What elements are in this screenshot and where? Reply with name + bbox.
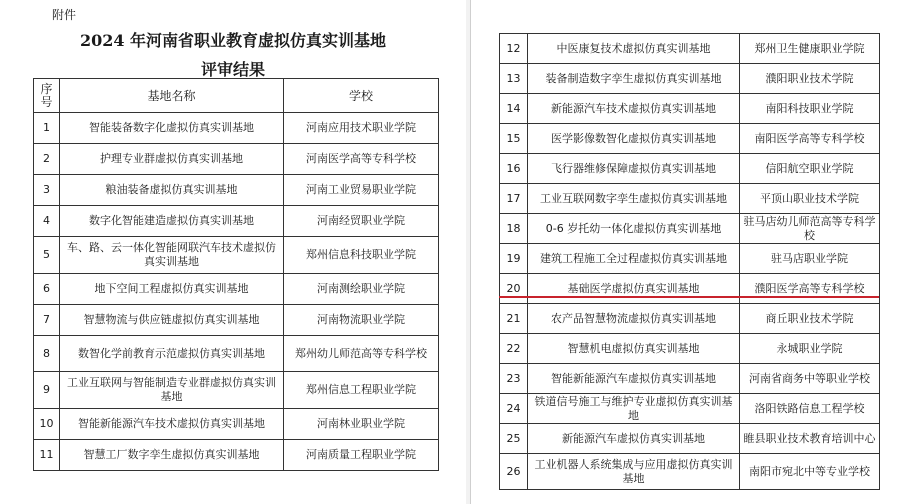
- results-table-left: [33, 78, 439, 471]
- cell-school: 南阳市宛北中等专业学校: [740, 454, 880, 490]
- table-header-row: [34, 79, 439, 113]
- cell-no: 14: [500, 94, 528, 124]
- cell-no: 21: [500, 304, 528, 334]
- cell-school: 河南质量工程职业学院: [284, 440, 439, 471]
- cell-name: 粮油装备虚拟仿真实训基地: [60, 175, 284, 206]
- cell-no: 19: [500, 244, 528, 274]
- table-row: [34, 274, 439, 305]
- cell-name: 智能新能源汽车虚拟仿真实训基地: [528, 364, 740, 394]
- cell-school: 河南省商务中等职业学校: [740, 364, 880, 394]
- cell-no: 5: [34, 237, 60, 274]
- cell-no: 10: [34, 409, 60, 440]
- cell-school: 郑州信息工程职业学院: [284, 372, 439, 409]
- cell-no: 9: [34, 372, 60, 409]
- table-row: [34, 175, 439, 206]
- cell-no: 4: [34, 206, 60, 237]
- cell-name: 护理专业群虚拟仿真实训基地: [60, 144, 284, 175]
- cell-school: 河南医学高等专科学校: [284, 144, 439, 175]
- cell-no: 23: [500, 364, 528, 394]
- cell-name: 工业互联网数字孪生虚拟仿真实训基地: [528, 184, 740, 214]
- cell-no: 13: [500, 64, 528, 94]
- results-table-right: [499, 33, 880, 490]
- cell-no: 7: [34, 305, 60, 336]
- highlight-underline: [499, 296, 879, 298]
- cell-name: 装备制造数字孪生虚拟仿真实训基地: [528, 64, 740, 94]
- cell-name: 铁道信号施工与维护专业虚拟仿真实训基地: [528, 394, 740, 424]
- table-row-highlighted: [500, 274, 880, 304]
- cell-no: 22: [500, 334, 528, 364]
- cell-school: 驻马店幼儿师范高等专科学校: [740, 214, 880, 244]
- cell-school: 南阳医学高等专科学校: [740, 124, 880, 154]
- table-row: [500, 64, 880, 94]
- table-row: [500, 184, 880, 214]
- table-row: [500, 214, 880, 244]
- table-row: [500, 154, 880, 184]
- document-title: 2024 年河南省职业教育虚拟仿真实训基地: [79, 31, 387, 50]
- cell-no: 11: [34, 440, 60, 471]
- cell-no: 17: [500, 184, 528, 214]
- cell-name: 智能装备数字化虚拟仿真实训基地: [60, 113, 284, 144]
- table-row: [34, 440, 439, 471]
- cell-no: 1: [34, 113, 60, 144]
- cell-no: 6: [34, 274, 60, 305]
- cell-school: 睢县职业技术教育培训中心: [740, 424, 880, 454]
- cell-school: 濮阳职业技术学院: [740, 64, 880, 94]
- cell-no: 25: [500, 424, 528, 454]
- cell-school: 河南林业职业学院: [284, 409, 439, 440]
- cell-name: 基础医学虚拟仿真实训基地: [528, 274, 740, 304]
- document-subtitle: 评审结果: [200, 60, 265, 79]
- header-no: 序号: [34, 79, 60, 113]
- table-row: [500, 304, 880, 334]
- table-row: [34, 305, 439, 336]
- cell-school: 驻马店职业学院: [740, 244, 880, 274]
- header-school: 学校: [284, 79, 439, 113]
- cell-name: 工业互联网与智能制造专业群虚拟仿真实训基地: [60, 372, 284, 409]
- table-row: [500, 454, 880, 490]
- table-row: [500, 124, 880, 154]
- attachment-label: 附件: [52, 8, 77, 22]
- cell-no: 16: [500, 154, 528, 184]
- table-row: [500, 364, 880, 394]
- cell-school: 平顶山职业技术学院: [740, 184, 880, 214]
- table-row: [500, 424, 880, 454]
- table-row: [34, 144, 439, 175]
- cell-no: 26: [500, 454, 528, 490]
- table-row: [34, 372, 439, 409]
- cell-name: 智慧物流与供应链虚拟仿真实训基地: [60, 305, 284, 336]
- cell-name: 地下空间工程虚拟仿真实训基地: [60, 274, 284, 305]
- table-row: [500, 34, 880, 64]
- cell-school: 郑州信息科技职业学院: [284, 237, 439, 274]
- cell-name: 0-6 岁托幼一体化虚拟仿真实训基地: [528, 214, 740, 244]
- table-row: [500, 244, 880, 274]
- cell-no: 12: [500, 34, 528, 64]
- cell-name: 智慧工厂数字孪生虚拟仿真实训基地: [60, 440, 284, 471]
- cell-name: 数智化学前教育示范虚拟仿真实训基地: [60, 336, 284, 372]
- cell-name: 智慧机电虚拟仿真实训基地: [528, 334, 740, 364]
- cell-no: 15: [500, 124, 528, 154]
- cell-school: 濮阳医学高等专科学校: [740, 274, 880, 304]
- cell-school: 南阳科技职业学院: [740, 94, 880, 124]
- cell-school: 郑州卫生健康职业学院: [740, 34, 880, 64]
- table-row: [34, 113, 439, 144]
- right-page: [470, 0, 908, 504]
- cell-school: 洛阳铁路信息工程学校: [740, 394, 880, 424]
- cell-name: 建筑工程施工全过程虚拟仿真实训基地: [528, 244, 740, 274]
- header-name: 基地名称: [60, 79, 284, 113]
- cell-name: 新能源汽车技术虚拟仿真实训基地: [528, 94, 740, 124]
- cell-no: 24: [500, 394, 528, 424]
- cell-school: 信阳航空职业学院: [740, 154, 880, 184]
- cell-name: 中医康复技术虚拟仿真实训基地: [528, 34, 740, 64]
- cell-school: 河南应用技术职业学院: [284, 113, 439, 144]
- cell-school: 河南工业贸易职业学院: [284, 175, 439, 206]
- cell-name: 数字化智能建造虚拟仿真实训基地: [60, 206, 284, 237]
- table-row: [500, 334, 880, 364]
- table-row: [500, 94, 880, 124]
- cell-school: 商丘职业技术学院: [740, 304, 880, 334]
- cell-no: 18: [500, 214, 528, 244]
- table-row: [500, 394, 880, 424]
- table-row: [34, 336, 439, 372]
- table-row: [34, 237, 439, 274]
- cell-name: 飞行器维修保障虚拟仿真实训基地: [528, 154, 740, 184]
- cell-name: 农产品智慧物流虚拟仿真实训基地: [528, 304, 740, 334]
- cell-name: 新能源汽车虚拟仿真实训基地: [528, 424, 740, 454]
- cell-name: 工业机器人系统集成与应用虚拟仿真实训基地: [528, 454, 740, 490]
- cell-school: 河南经贸职业学院: [284, 206, 439, 237]
- cell-name: 车、路、云一体化智能网联汽车技术虚拟仿真实训基地: [60, 237, 284, 274]
- cell-name: 医学影像数智化虚拟仿真实训基地: [528, 124, 740, 154]
- cell-no: 20: [500, 274, 528, 304]
- cell-school: 河南物流职业学院: [284, 305, 439, 336]
- cell-no: 3: [34, 175, 60, 206]
- cell-no: 2: [34, 144, 60, 175]
- table-row: [34, 206, 439, 237]
- cell-school: 河南测绘职业学院: [284, 274, 439, 305]
- table-row: [34, 409, 439, 440]
- cell-no: 8: [34, 336, 60, 372]
- cell-school: 永城职业学院: [740, 334, 880, 364]
- cell-school: 郑州幼儿师范高等专科学校: [284, 336, 439, 372]
- cell-name: 智能新能源汽车技术虚拟仿真实训基地: [60, 409, 284, 440]
